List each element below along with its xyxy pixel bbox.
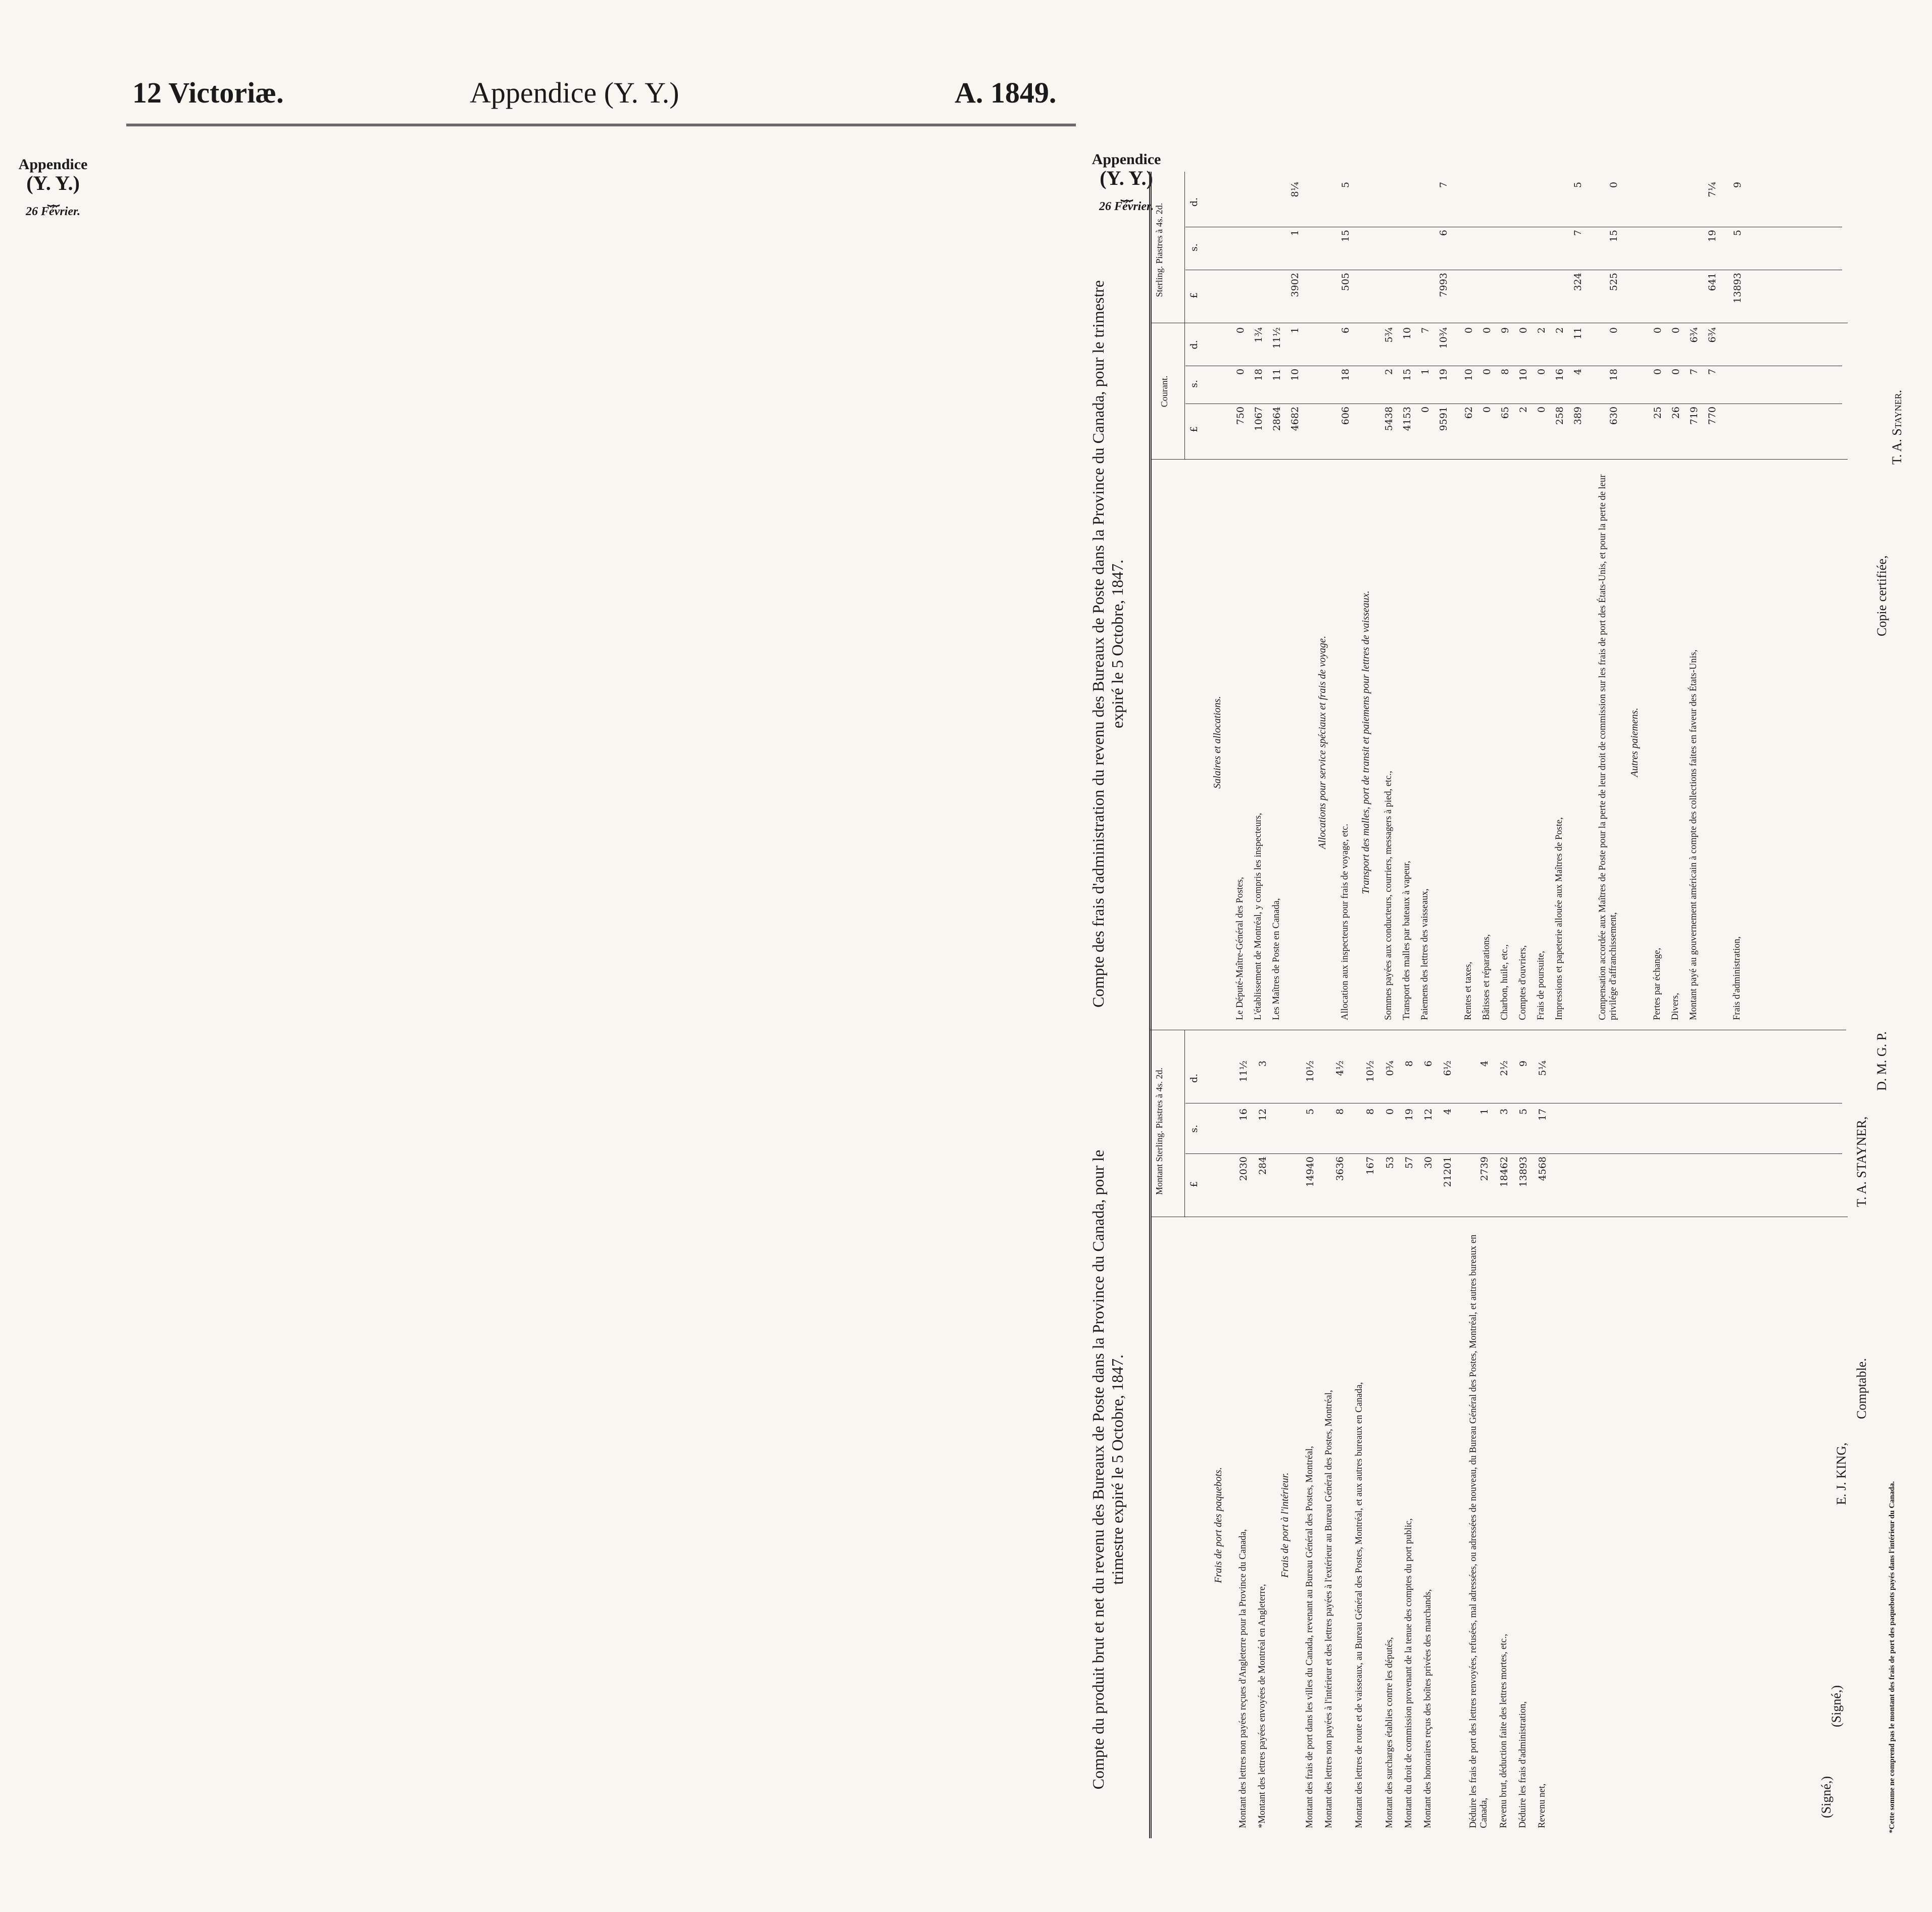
right-row-courant-shilling: 4 <box>1572 369 1583 375</box>
left-lsd-penny: d. <box>1188 1073 1200 1083</box>
left-lsd-shilling: s. <box>1188 1125 1200 1133</box>
right-row-sterling-penny: 5 <box>1572 182 1583 188</box>
right-row-heading: Allocations pour service spéciaux et frais de voyage. <box>1317 635 1328 849</box>
left-row-pound: 2030 <box>1238 1156 1249 1181</box>
left-row-shilling: 8 <box>1334 1109 1346 1115</box>
left-row-shilling: 3 <box>1499 1109 1510 1115</box>
right-row-courant-pound: 630 <box>1608 407 1619 425</box>
right-row-courant-penny: 0 <box>1518 327 1529 334</box>
right-row-courant-pound: 62 <box>1463 407 1474 419</box>
left-row-shilling: 4 <box>1442 1109 1453 1115</box>
right-sterling-penny: d. <box>1188 197 1200 207</box>
left-row-shilling: 19 <box>1404 1109 1415 1121</box>
right-row-courant-penny: 0 <box>1670 327 1681 334</box>
right-row-sterling-shilling: 19 <box>1707 230 1718 242</box>
right-row-label: Le Député-Maître-Général des Postes, <box>1235 877 1245 1020</box>
right-row-courant-pound: 606 <box>1340 407 1351 425</box>
right-row-courant-shilling: 10 <box>1290 369 1301 381</box>
left-row-label: Revenu net, <box>1537 1783 1547 1828</box>
left-row-penny: 9 <box>1518 1061 1529 1067</box>
right-row-courant-penny: 6¾ <box>1689 327 1700 343</box>
stayner-name: T. A. STAYNER, <box>1854 1116 1869 1207</box>
right-row-courant-shilling: 0 <box>1652 369 1663 375</box>
king-title: Comptable. <box>1854 1358 1869 1419</box>
right-row-courant-pound: 2864 <box>1271 407 1282 431</box>
right-row-label: L'établissement de Montréal, y compris les inspecteurs, <box>1253 813 1263 1020</box>
right-row-courant-penny: 6¾ <box>1707 327 1718 343</box>
right-row-label: Comptes d'ouvriers, <box>1518 945 1528 1020</box>
right-row-sterling-pound: 13893 <box>1732 273 1743 304</box>
right-table-title-text: Compte des frais d'administration du revenu des Bureaux de Poste dans la Province du Canada, pour le trimestre expiré le 5 Octobre, 1847. <box>1089 280 1126 1008</box>
left-row-penny: 0¾ <box>1384 1061 1396 1076</box>
right-row-sterling-penny: 0 <box>1608 182 1619 188</box>
right-row-courant-shilling: 7 <box>1707 369 1718 375</box>
right-row-label: Rentes et taxes, <box>1463 962 1473 1020</box>
left-row-pound: 284 <box>1257 1156 1268 1175</box>
stayner-2: T. A. Stayner. <box>1890 389 1904 465</box>
right-row-courant-penny: 2 <box>1554 327 1565 334</box>
header-left: 12 Victoriæ. <box>132 76 284 109</box>
right-row-courant-shilling: 0 <box>1235 369 1246 375</box>
left-row-pound: 53 <box>1384 1156 1396 1169</box>
right-row-courant-pound: 4682 <box>1290 407 1301 431</box>
left-row-pound: 13893 <box>1518 1156 1529 1187</box>
right-row-courant-penny: 2 <box>1536 327 1547 334</box>
right-row-courant-shilling: 0 <box>1670 369 1681 375</box>
right-courant-shilling: s. <box>1188 380 1200 388</box>
left-row-shilling: 12 <box>1423 1109 1434 1121</box>
right-row-label: Frais de poursuite, <box>1536 950 1546 1020</box>
right-row-courant-shilling: 18 <box>1340 369 1351 381</box>
left-table-footnote: *Cette somme ne comprend pas le montant des frais de port des paquebots payés dans l'intérieur du Canada. <box>1888 1481 1896 1833</box>
right-row-sterling-shilling: 7 <box>1572 230 1583 236</box>
right-row-courant-shilling: 0 <box>1481 369 1493 375</box>
right-row-courant-penny: 9 <box>1500 327 1511 334</box>
right-row-label: Impressions et papeterie allouée aux Maîtres de Poste, <box>1554 817 1564 1020</box>
right-row-courant-pound: 9591 <box>1438 407 1449 431</box>
right-row-label: Les Maîtres de Poste en Canada, <box>1271 898 1281 1020</box>
right-courant-pound: £ <box>1188 426 1200 433</box>
right-row-sterling-shilling: 1 <box>1290 230 1301 236</box>
left-row-label: Montant des frais de port dans les villes du Canada, revenant au Bureau Général des Postes, Montréal, <box>1305 1446 1315 1828</box>
margin-note-left <box>15 157 91 218</box>
right-row-label: Allocation aux inspecteurs pour frais de voyage, etc. <box>1340 824 1350 1020</box>
right-row-sterling-shilling: 5 <box>1732 230 1743 236</box>
left-row-penny: 4½ <box>1334 1061 1346 1076</box>
left-row-penny: 10½ <box>1305 1061 1316 1082</box>
right-row-sterling-pound: 3902 <box>1290 273 1301 297</box>
left-row-shilling: 5 <box>1305 1109 1316 1115</box>
left-row-label: *Montant des lettres payées envoyées de Montréal en Angleterre, <box>1257 1584 1267 1828</box>
right-table-top-rule <box>1149 172 1152 1030</box>
left-row-penny: 3 <box>1257 1061 1268 1067</box>
right-row-label: Charbon, huile, etc., <box>1500 944 1510 1020</box>
right-row-courant-shilling: 8 <box>1500 369 1511 375</box>
right-row-courant-shilling: 10 <box>1463 369 1474 381</box>
right-row-courant-shilling: 16 <box>1554 369 1565 381</box>
right-row-courant-penny: 10 <box>1402 327 1413 340</box>
left-lsd-divider-1 <box>1185 1153 1842 1154</box>
right-row-courant-pound: 0 <box>1420 407 1431 413</box>
right-row-label: Pertes par échange, <box>1652 947 1662 1020</box>
right-row-courant-pound: 25 <box>1652 407 1663 419</box>
right-row-courant-shilling: 15 <box>1402 369 1413 381</box>
left-row-label: Montant du droit de commission provenant de la tenue des comptes du port public, <box>1404 1518 1414 1828</box>
right-row-courant-shilling: 18 <box>1253 369 1264 381</box>
left-table-top-rule <box>1149 1030 1152 1838</box>
right-row-courant-pound: 2 <box>1518 407 1529 413</box>
right-col-sterling: Sterling. Piastres à 4s. 2d. <box>1154 203 1164 297</box>
right-row-courant-penny: 1 <box>1290 327 1301 334</box>
left-row-shilling: 16 <box>1238 1109 1249 1121</box>
right-row-courant-pound: 5438 <box>1383 407 1395 431</box>
left-row-label: Montant des lettres de route et de vaisseaux, au Bureau Général des Postes, Montréal, et aux autres bureaux en Canada, <box>1354 1382 1364 1828</box>
right-row-courant-shilling: 18 <box>1608 369 1619 381</box>
signe-2: (Signé,) <box>1829 1685 1844 1727</box>
right-row-courant-penny: 0 <box>1608 327 1619 334</box>
right-row-sterling-penny: 9 <box>1732 182 1743 188</box>
left-row-pound: 3636 <box>1334 1156 1346 1181</box>
right-sterling-pound: £ <box>1188 292 1200 299</box>
left-row-penny: 10½ <box>1365 1061 1376 1082</box>
right-col-courant: Courant. <box>1159 375 1169 408</box>
margin-note-left-line3: 26 Février. <box>26 205 80 218</box>
right-row-sterling-penny: 5 <box>1340 182 1351 188</box>
right-row-courant-shilling: 10 <box>1518 369 1529 381</box>
left-row-label: Montant des lettres non payées reçues d'Angleterre pour la Province du Canada, <box>1238 1529 1248 1828</box>
left-table-head-rule <box>1184 1030 1185 1217</box>
right-row-courant-pound: 258 <box>1554 407 1565 425</box>
header-right: A. 1849. <box>955 76 1057 109</box>
right-row-courant-pound: 719 <box>1689 407 1700 425</box>
left-row-shilling: 5 <box>1518 1109 1529 1115</box>
right-row-courant-penny: 0 <box>1463 327 1474 334</box>
margin-note-right-line1: Appendice <box>1092 151 1161 168</box>
left-row-pound: 167 <box>1365 1156 1376 1175</box>
header-rule <box>126 124 1076 126</box>
signe-1: (Signé,) <box>1819 1776 1834 1818</box>
margin-note-left-line1: Appendice <box>18 156 88 173</box>
right-row-courant-pound: 0 <box>1481 407 1493 413</box>
right-row-courant-pound: 65 <box>1500 407 1511 419</box>
left-row-pound: 18462 <box>1499 1156 1510 1187</box>
right-row-courant-shilling: 7 <box>1689 369 1700 375</box>
margin-note-left-line2: (Y. Y.) <box>26 171 80 194</box>
right-row-courant-penny: 10¾ <box>1438 327 1449 349</box>
copie-certifiee: Copie certifiée, <box>1874 555 1889 636</box>
brace-icon: ⏟⏟ <box>47 193 59 206</box>
rotated-page-content <box>998 167 1932 1838</box>
left-row-pound: 30 <box>1423 1156 1434 1169</box>
left-lsd-pound: £ <box>1188 1181 1200 1188</box>
header-center: Appendice (Y. Y.) <box>470 76 679 109</box>
right-row-courant-penny: 6 <box>1340 327 1351 334</box>
left-row-shilling: 1 <box>1479 1109 1490 1115</box>
margin-note-right-line3: 26 Février. <box>1099 199 1154 213</box>
left-row-pound: 57 <box>1404 1156 1415 1169</box>
right-table-title <box>1088 278 1127 1010</box>
right-row-courant-pound: 4153 <box>1402 407 1413 431</box>
right-row-sterling-shilling: 6 <box>1438 230 1449 236</box>
right-row-courant-pound: 1067 <box>1253 407 1264 431</box>
right-row-heading: Transport des malles, port de transit et paiemens pour lettres de vaisseaux. <box>1360 590 1371 894</box>
right-row-courant-pound: 26 <box>1670 407 1681 419</box>
right-row-courant-penny: 1¾ <box>1253 327 1264 343</box>
right-courant-penny: d. <box>1188 340 1200 349</box>
right-row-courant-penny: 11 <box>1572 327 1583 340</box>
margin-note-right-line2: (Y. Y.) <box>1100 166 1153 189</box>
left-row-penny: 4 <box>1479 1061 1490 1067</box>
right-row-courant-penny: 11½ <box>1271 327 1282 349</box>
right-row-courant-penny: 7 <box>1420 327 1431 334</box>
right-row-courant-penny: 0 <box>1652 327 1663 334</box>
left-row-heading: Frais de port à l'intérieur. <box>1279 1472 1291 1578</box>
right-row-sterling-penny: 7¼ <box>1707 182 1718 197</box>
left-row-pound: 21201 <box>1442 1156 1453 1187</box>
right-row-sterling-penny: 8¼ <box>1290 182 1301 197</box>
left-row-penny: 11½ <box>1238 1061 1249 1082</box>
right-row-courant-penny: 0 <box>1481 327 1493 334</box>
left-table-title-text: Compte du produit brut et net du revenu des Bureaux de Poste dans la Province du Canada, pour le trimestre expiré le 5 Octobre, 1847. <box>1089 1149 1126 1790</box>
left-row-label: Revenu brut, déduction faite des lettres mortes, etc., <box>1499 1634 1509 1828</box>
right-row-courant-pound: 0 <box>1536 407 1547 413</box>
right-row-sterling-pound: 525 <box>1608 273 1619 291</box>
right-row-courant-shilling: 11 <box>1271 369 1282 381</box>
left-row-label: Déduire les frais d'administration, <box>1518 1701 1528 1828</box>
left-row-pound: 2739 <box>1479 1156 1490 1181</box>
left-row-label: Montant des honoraires reçus des boîtes privées des marchands, <box>1423 1589 1433 1828</box>
left-row-penny: 6 <box>1423 1061 1434 1067</box>
right-row-courant-pound: 750 <box>1235 407 1246 425</box>
right-row-sterling-penny: 7 <box>1438 182 1449 188</box>
right-row-label: Divers, <box>1670 993 1680 1020</box>
stayner-title: D. M. G. P. <box>1874 1031 1889 1091</box>
right-head-rule <box>1184 172 1185 460</box>
right-row-sterling-pound: 505 <box>1340 273 1351 291</box>
king-name: E. J. KING, <box>1834 1442 1849 1505</box>
right-row-sterling-pound: 324 <box>1572 273 1583 291</box>
right-row-label: Compensation accordée aux Maîtres de Poste pour la perte de leur droit de commission sur les frais de port des États-Unis, et pour la perte de leur privilége d'affranchissement, <box>1598 474 1618 1020</box>
right-row-label: Transport des malles par bateaux à vapeur, <box>1402 861 1412 1020</box>
left-row-pound: 4568 <box>1537 1156 1548 1181</box>
right-row-sterling-shilling: 15 <box>1608 230 1619 242</box>
right-row-sterling-pound: 7993 <box>1438 273 1449 297</box>
left-row-label: Déduire les frais de port des lettres renvoyées, refusées, mal adressées, ou adressées de nouveau, du Bureau Général des Postes, Montréal, et autres bureaux en Canada, <box>1468 1234 1489 1828</box>
left-row-penny: 6½ <box>1442 1061 1453 1076</box>
right-courant-rule <box>1151 459 1848 460</box>
right-row-courant-shilling: 0 <box>1536 369 1547 375</box>
right-row-courant-shilling: 2 <box>1383 369 1395 375</box>
right-row-sterling-shilling: 15 <box>1340 230 1351 242</box>
right-row-heading: Autres paiemens. <box>1629 708 1640 777</box>
left-row-shilling: 8 <box>1365 1109 1376 1115</box>
right-row-label: Sommes payées aux conducteurs, courriers, messagers à pied, etc., <box>1383 771 1394 1020</box>
right-row-heading: Salaires et allocations. <box>1212 696 1223 789</box>
right-row-sterling-pound: 641 <box>1707 273 1718 291</box>
right-row-label: Frais d'administration, <box>1732 936 1742 1020</box>
right-row-courant-pound: 389 <box>1572 407 1583 425</box>
left-row-penny: 5¼ <box>1537 1061 1548 1076</box>
left-row-label: Montant des surcharges établies contre les députés, <box>1384 1637 1395 1828</box>
right-row-label: Bâtisses et réparations, <box>1481 934 1492 1020</box>
left-table-title <box>1088 1131 1127 1808</box>
left-row-penny: 2½ <box>1499 1061 1510 1076</box>
left-row-penny: 8 <box>1404 1061 1415 1067</box>
left-table-col-head: Montant Sterling. Piastres à 4s. 2d. <box>1154 1068 1164 1195</box>
right-row-courant-penny: 0 <box>1235 327 1246 334</box>
brace-icon: ⏟⏟ <box>1120 188 1132 201</box>
right-row-courant-shilling: 1 <box>1420 369 1431 375</box>
right-row-courant-shilling: 19 <box>1438 369 1449 381</box>
left-row-pound: 14940 <box>1305 1156 1316 1187</box>
left-row-shilling: 0 <box>1384 1109 1396 1115</box>
left-row-shilling: 17 <box>1537 1109 1548 1121</box>
left-row-heading: Frais de port des paquebots. <box>1213 1467 1224 1583</box>
right-row-label: Paiemens des lettres des vaisseaux, <box>1420 888 1430 1020</box>
right-row-courant-penny: 5¾ <box>1383 327 1395 343</box>
right-sterling-shilling: s. <box>1188 243 1200 251</box>
right-row-label: Montant payé au gouvernement américain à compte des collections faites en faveur des États-Unis, <box>1689 649 1699 1020</box>
right-row-courant-pound: 770 <box>1707 407 1718 425</box>
left-row-label: Montant des lettres non payées à l'intérieur et des lettres payées à l'extérieur au Bureau Général des Postes, Montréal, <box>1324 1390 1334 1828</box>
left-row-shilling: 12 <box>1257 1109 1268 1121</box>
